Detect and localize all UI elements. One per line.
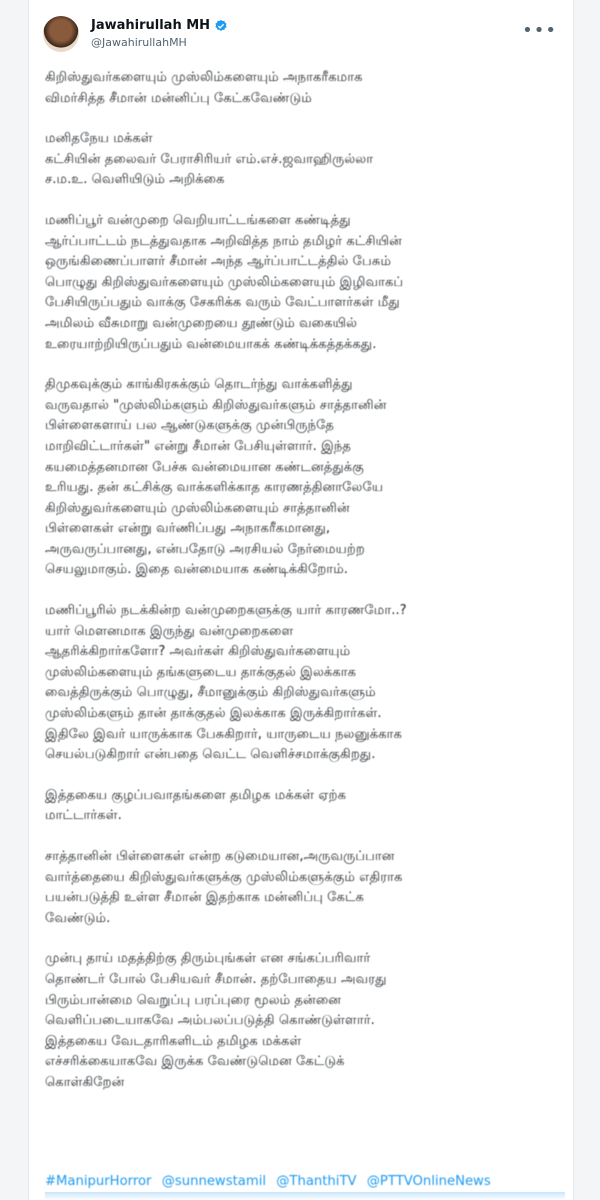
mention-link[interactable]: @sunnewstamil xyxy=(161,1174,267,1189)
bottom-fade xyxy=(45,1192,565,1200)
mention-link[interactable]: @PTTVOnlineNews xyxy=(366,1174,491,1189)
tweet-text xyxy=(45,68,565,1114)
verified-badge-icon xyxy=(214,19,228,33)
hashtag-link[interactable]: #ManipurHorror xyxy=(45,1174,152,1189)
mention-link[interactable]: @ThanthiTV xyxy=(276,1174,357,1189)
hashtag-row xyxy=(45,1172,565,1192)
author-name[interactable]: Jawahirullah MH xyxy=(91,18,211,33)
tweet-paragraph: மனிதநேய மக்கள் கட்சியின் தலைவர் பேராசிரியர் எம்.எச்.ஜவாஹிருல்லா ச.ம.உ. வெளியிடும் அறிக்கை xyxy=(45,131,374,188)
author-handle[interactable]: @JawahirullahMH xyxy=(91,36,187,49)
tweet-paragraph: சாத்தானின் பிள்ளைகள் என்ற கடுமையான,அருவருப்பான வார்த்தையை கிறிஸ்துவர்களுக்கு முஸ்லிம்களுக்கும் எதிராக பயன்படுத்தி உள்ள சீமான் இதற்காக மன்னிப்பு கேட்க வேண்டும். xyxy=(45,849,403,926)
tweet-paragraph: இத்தகைய குழப்பவாதங்களை தமிழக மக்கள் ஏற்க மாட்டார்கள். xyxy=(45,787,347,824)
tweet-paragraph: கிறிஸ்துவர்களையும் முஸ்லிம்களையும் அநாகரீகமாக விமர்சித்த சீமான் மன்னிப்பு கேட்கவேண்டும் xyxy=(45,70,363,106)
tweet-paragraph: முன்பு தாய் மதத்திற்கு திரும்புங்கள் என சங்கப்பரிவார் தொண்டர் போல் பேசியவர் சீமான். தற்போதைய அவரது பிரும்பான்மை வெறுப்பு பரப்புரை மூலம் தன்னை வெளிப்படையாகவே அம்பலப்படுத்தி கொண்டுள்ளார். இத்தகைய வேடதாரிகளிடம் தமிழக மக்கள் எச்சரிக்கையாகவே இருக்க வேண்டுமென கேட்டுக் கொள்கிறேன் xyxy=(45,951,387,1090)
tweet-header xyxy=(41,12,561,56)
tweet-paragraph: திமுகவுக்கும் காங்கிரசுக்கும் தொடர்ந்து வாக்களித்து வருவதால் "முஸ்லிம்களும் கிறிஸ்துவர்களும் சாத்தானின் பிள்ளைகளாய் பல ஆண்டுகளுக்கு முன்பிருந்தே மாறிவிட்டார்கள்" என்று சீமான் பேசியுள்ளார். இந்த கயமைத்தனமான பேச்சு வன்மையான கண்டனத்துக்கு உரியது. தன் கட்சிக்கு வாக்களிக்காத காரணத்தினாலேயே கிறிஸ்துவர்களையும் முஸ்லிம்களையும் சாத்தானின் பிள்ளைகள் என்று வர்ணிப்பது அநாகரீகமானது, அருவருப்பானது, என்பதோடு அரசியல் நேர்மையற்ற செயலுமாகும். இதை வன்மையாக கண்டிக்கிறோம். xyxy=(45,377,387,578)
tweet-paragraph: மணிப்பூர் வன்முறை வெறியாட்டங்களை கண்டித்து ஆர்ப்பாட்டம் நடத்துவதாக அறிவித்த நாம் தமிழர் கட்சியின் ஒருங்கிணைப்பாளர் சீமான் அந்த ஆர்ப்பாட்டத்தில் பேசும் பொழுது கிறிஸ்துவர்களையும் முஸ்லிம்களையும் இழிவாகப் பேசியிருப்பதும் வாக்கு சேகரிக்க வரும் வேட்பாளர்கள் மீது அமிலம் வீசுமாறு வன்முறையை தூண்டும் வகையில் உரையாற்றியிருப்பதும் வன்மையாகக் கண்டிக்கத்தக்கது. xyxy=(45,212,404,352)
more-dots-icon[interactable]: ••• xyxy=(522,20,557,41)
avatar[interactable] xyxy=(43,16,79,52)
author-name-row[interactable] xyxy=(91,18,228,33)
tweet-paragraph: மணிப்பூரில் நடக்கின்ற வன்முறைகளுக்கு யார் காரணமோ..? யார் மௌனமாக இருந்து வன்முறைகளை ஆதரிக்கிறார்களோ? அவர்கள் கிறிஸ்துவர்களையும் முஸ்லிம்களையும் தங்களுடைய தாக்குதல் இலக்காக வைத்திருக்கும் பொழுது, சீமானுக்கும் கிறிஸ்துவர்களும் முஸ்லிம்களும் தான் தாக்குதல் இலக்காக இருக்கிறார்கள். இதிலே இவர் யாருக்காக பேசுகிறார், யாருடைய நலனுக்காக செயல்படுகிறார் என்பதை வெட்ட வெளிச்சமாக்குகிறது. xyxy=(45,603,407,763)
tweet-card xyxy=(28,0,574,1200)
